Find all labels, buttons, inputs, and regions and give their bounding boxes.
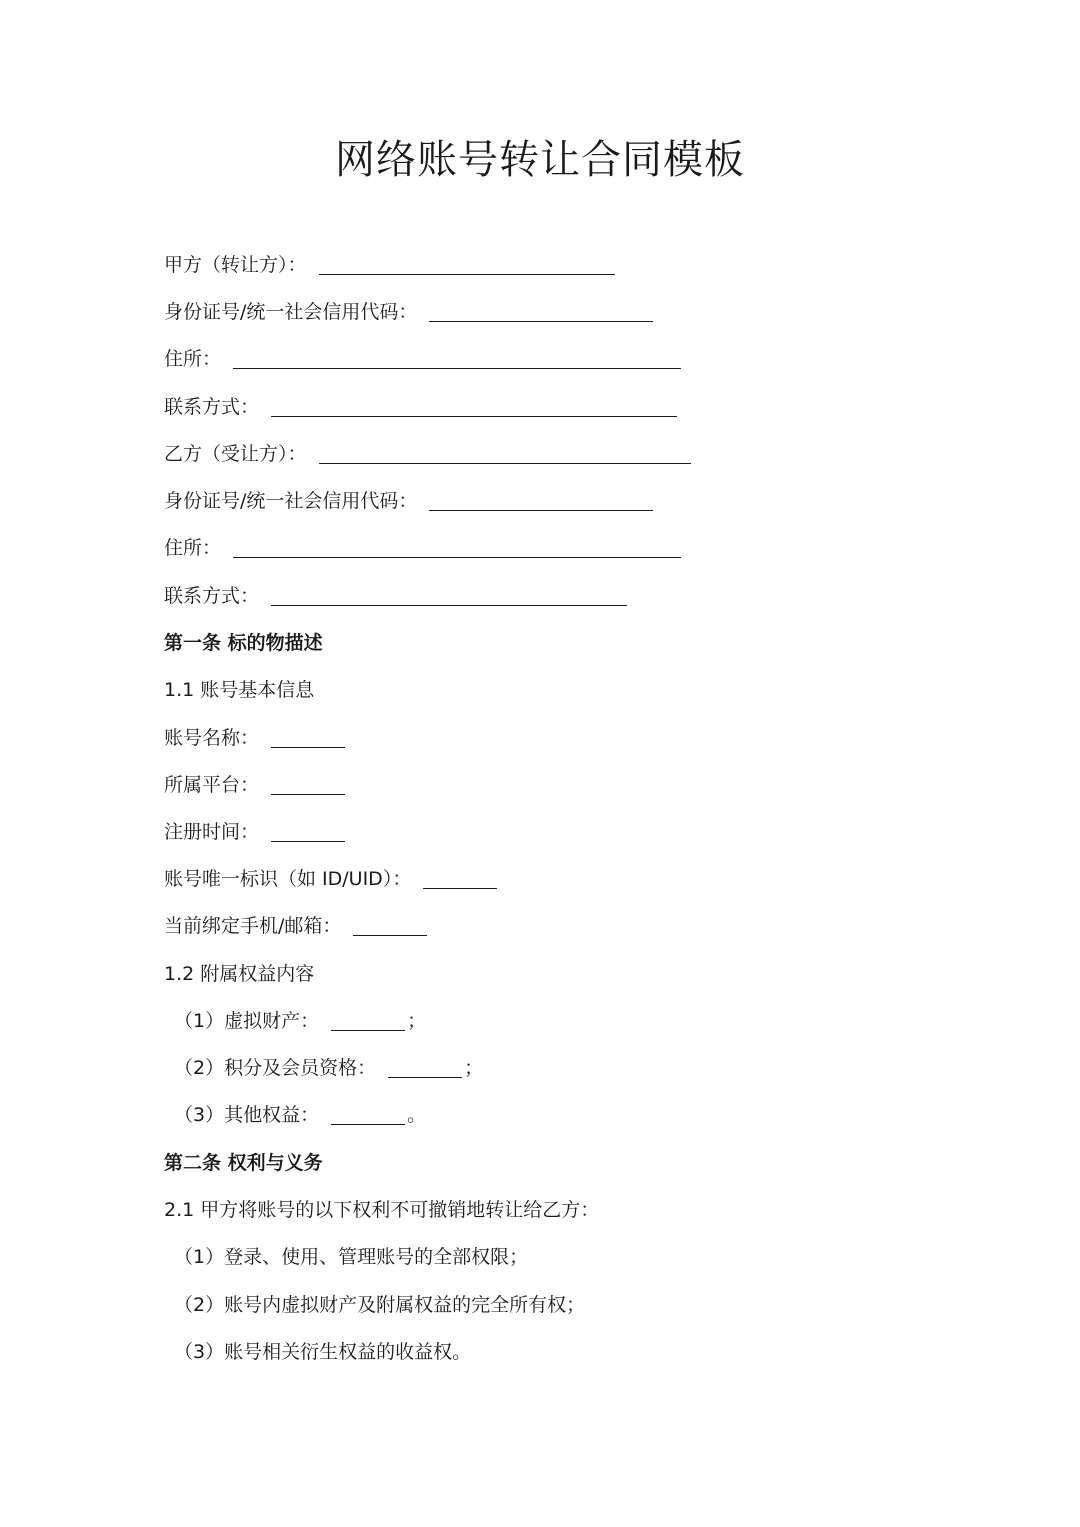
transfer-item-2: （2）账号内虚拟财产及附属权益的完全所有权；: [174, 1294, 586, 1316]
account-name-row: [164, 722, 345, 754]
platform-row: [164, 769, 345, 801]
party-b-id-label: 身份证号/统一社会信用代码：: [164, 490, 418, 512]
rights-item-3-end: 。: [407, 1104, 427, 1126]
party-a-address-blank[interactable]: [233, 348, 681, 369]
article-2-heading: 第二条 权利与义务: [164, 1152, 323, 1174]
reg-time-label: 注册时间：: [164, 821, 260, 843]
rights-item-3-row: [174, 1099, 426, 1131]
unique-id-label: 账号唯一标识（如 ID/UID）：: [164, 868, 412, 890]
section-1-1-title: 1.1 账号基本信息: [164, 679, 315, 701]
rights-item-3-blank[interactable]: [331, 1104, 405, 1125]
bound-contact-row: [164, 910, 427, 942]
article-1-heading: 第一条 标的物描述: [164, 632, 323, 654]
rights-item-1-blank[interactable]: [331, 1010, 405, 1031]
reg-time-row: [164, 816, 345, 848]
party-b-id-row: [164, 485, 653, 517]
rights-item-3-label: （3）其他权益：: [174, 1104, 320, 1126]
party-b-contact-label: 联系方式：: [164, 585, 260, 607]
party-a-blank[interactable]: [319, 254, 615, 275]
party-b-id-blank[interactable]: [429, 490, 653, 511]
party-b-address-label: 住所：: [164, 537, 222, 559]
platform-blank[interactable]: [271, 774, 345, 795]
party-a-contact-blank[interactable]: [271, 396, 677, 417]
bound-contact-label: 当前绑定手机/邮箱：: [164, 915, 342, 937]
rights-item-1-label: （1）虚拟财产：: [174, 1010, 320, 1032]
rights-item-1-end: ；: [407, 1010, 427, 1032]
party-b-address-row: [164, 532, 681, 564]
party-b-address-blank[interactable]: [233, 537, 681, 558]
section-2-1-title: 2.1 甲方将账号的以下权利不可撤销地转让给乙方：: [164, 1199, 600, 1221]
party-a-contact-row: [164, 391, 677, 423]
account-name-label: 账号名称：: [164, 727, 260, 749]
bound-contact-blank[interactable]: [353, 915, 427, 936]
party-a-id-label: 身份证号/统一社会信用代码：: [164, 301, 418, 323]
party-a-id-blank[interactable]: [429, 301, 653, 322]
rights-item-2-end: ；: [464, 1057, 484, 1079]
rights-item-2-label: （2）积分及会员资格：: [174, 1057, 377, 1079]
party-b-contact-blank[interactable]: [271, 585, 627, 606]
party-a-address-row: [164, 343, 681, 375]
party-b-contact-row: [164, 580, 627, 612]
unique-id-blank[interactable]: [423, 868, 497, 889]
transfer-item-1: （1）登录、使用、管理账号的全部权限；: [174, 1246, 529, 1268]
party-a-row: [164, 249, 615, 281]
rights-item-1-row: [174, 1005, 426, 1037]
party-b-label: 乙方（受让方）：: [164, 443, 307, 465]
party-b-blank[interactable]: [319, 443, 691, 464]
transfer-item-3: （3）账号相关衍生权益的收益权。: [174, 1341, 472, 1363]
party-b-row: [164, 438, 691, 470]
party-a-id-row: [164, 296, 653, 328]
party-a-address-label: 住所：: [164, 348, 222, 370]
account-name-blank[interactable]: [271, 727, 345, 748]
rights-item-2-blank[interactable]: [388, 1057, 462, 1078]
party-a-label: 甲方（转让方）：: [164, 254, 307, 276]
section-1-2-title: 1.2 附属权益内容: [164, 963, 315, 985]
party-a-contact-label: 联系方式：: [164, 396, 260, 418]
reg-time-blank[interactable]: [271, 821, 345, 842]
document-title: 网络账号转让合同模板: [335, 137, 745, 183]
rights-item-2-row: [174, 1052, 483, 1084]
unique-id-row: [164, 863, 497, 895]
platform-label: 所属平台：: [164, 774, 260, 796]
